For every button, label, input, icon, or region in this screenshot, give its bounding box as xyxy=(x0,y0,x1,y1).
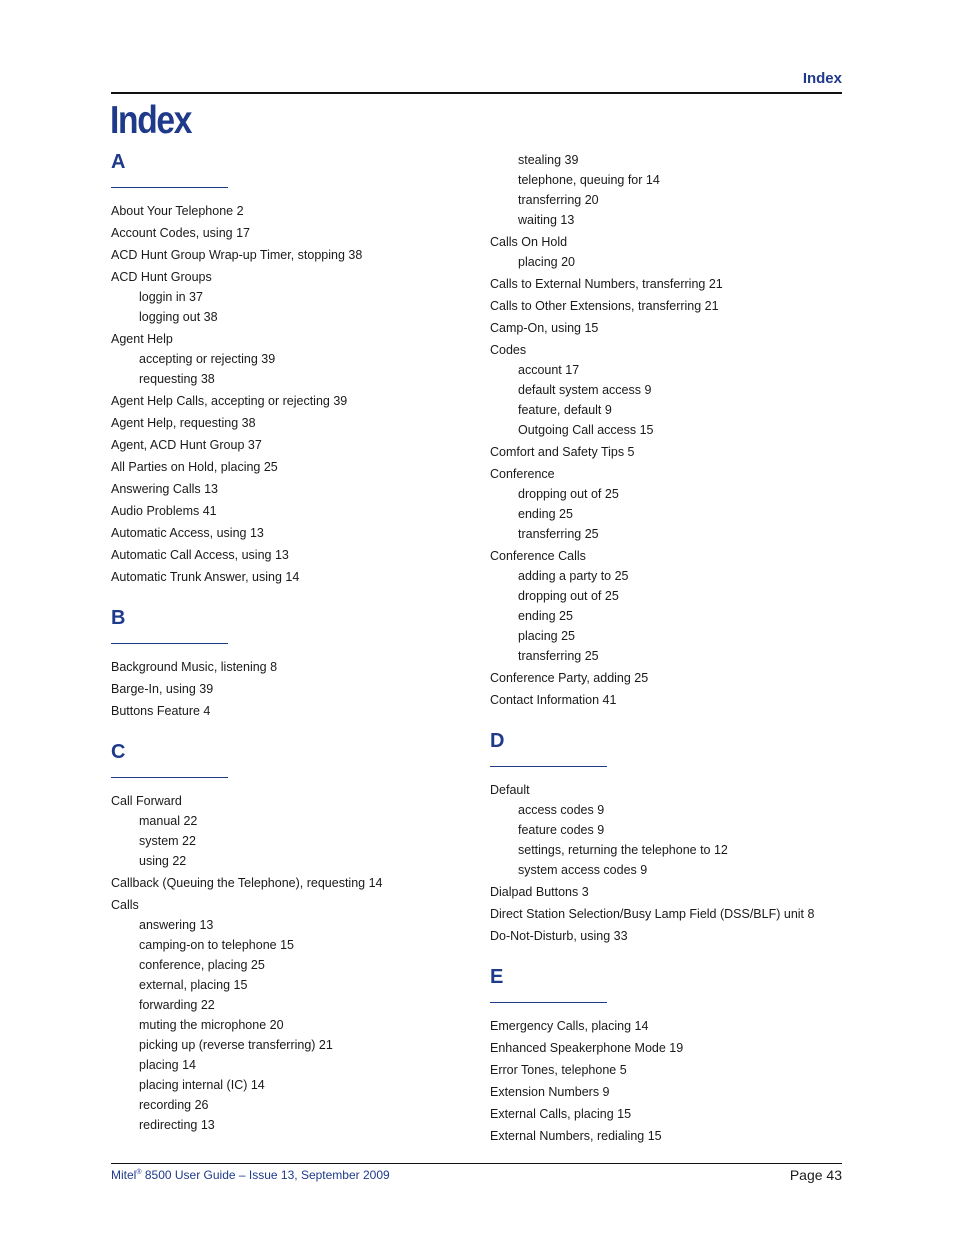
index-subentry: account 17 xyxy=(518,363,580,377)
index-entry: Enhanced Speakerphone Mode 19 xyxy=(490,1041,684,1055)
index-subentry: transferring 20 xyxy=(518,193,599,207)
index-subentry: redirecting 13 xyxy=(139,1118,215,1132)
index-subentry: ending 25 xyxy=(518,507,573,521)
index-entry: Agent, ACD Hunt Group 37 xyxy=(111,438,262,452)
index-entry: Account Codes, using 17 xyxy=(111,226,250,240)
index-subentry: transferring 25 xyxy=(518,649,599,663)
index-entry: Calls On Hold xyxy=(490,235,568,249)
footer-rule xyxy=(111,1163,842,1164)
index-entry: ACD Hunt Group Wrap-up Timer, stopping 38 xyxy=(111,248,363,262)
index-subentry: stealing 39 xyxy=(518,153,579,167)
section-rule xyxy=(111,777,228,778)
index-entry: Automatic Access, using 13 xyxy=(111,526,264,540)
index-entry: Agent Help xyxy=(111,332,173,346)
index-entry: Direct Station Selection/Busy Lamp Field (DSS/BLF) unit 8 xyxy=(490,907,815,921)
index-subentry: Outgoing Call access 15 xyxy=(518,423,654,437)
index-subentry: picking up (reverse transferring) 21 xyxy=(139,1038,333,1052)
index-subentry: recording 26 xyxy=(139,1098,209,1112)
index-entry: Agent Help Calls, accepting or rejecting 39 xyxy=(111,394,348,408)
index-subentry: waiting 13 xyxy=(518,213,575,227)
index-entry: Calls to External Numbers, transferring 21 xyxy=(490,277,723,291)
index-entry: Do-Not-Disturb, using 33 xyxy=(490,929,628,943)
index-entry: Calls to Other Extensions, transferring 21 xyxy=(490,299,719,313)
index-entry: Callback (Queuing the Telephone), requesting 14 xyxy=(111,876,383,890)
index-subentry: accepting or rejecting 39 xyxy=(139,352,276,366)
running-head: Index xyxy=(802,70,842,87)
index-subentry: manual 22 xyxy=(139,814,198,828)
index-entry: Automatic Trunk Answer, using 14 xyxy=(111,570,300,584)
index-subentry: feature codes 9 xyxy=(518,823,605,837)
section-rule xyxy=(111,187,228,188)
index-subentry: camping-on to telephone 15 xyxy=(139,938,294,952)
index-subentry: conference, placing 25 xyxy=(139,958,265,972)
index-entry: Agent Help, requesting 38 xyxy=(111,416,256,430)
index-entry: Buttons Feature 4 xyxy=(111,704,211,718)
index-entry: Error Tones, telephone 5 xyxy=(490,1063,627,1077)
index-subentry: transferring 25 xyxy=(518,527,599,541)
index-subentry: dropping out of 25 xyxy=(518,589,619,603)
index-entry: All Parties on Hold, placing 25 xyxy=(111,460,278,474)
index-subentry: external, placing 15 xyxy=(139,978,248,992)
index-entry: Comfort and Safety Tips 5 xyxy=(490,445,635,459)
registered-mark: ® xyxy=(136,1169,142,1176)
header-rule xyxy=(111,92,842,94)
index-subentry: default system access 9 xyxy=(518,383,652,397)
index-entry: ACD Hunt Groups xyxy=(111,270,212,284)
index-subentry: answering 13 xyxy=(139,918,214,932)
index-entry: Conference Party, adding 25 xyxy=(490,671,649,685)
index-entry: External Numbers, redialing 15 xyxy=(490,1129,662,1143)
index-entry: Extension Numbers 9 xyxy=(490,1085,610,1099)
index-subentry: placing 20 xyxy=(518,255,575,269)
index-subentry: settings, returning the telephone to 12 xyxy=(518,843,728,857)
index-entry: Conference Calls xyxy=(490,549,586,563)
footer-guide-text: 8500 User Guide – Issue 13, September 2009 xyxy=(141,1168,390,1182)
index-entry: Automatic Call Access, using 13 xyxy=(111,548,289,562)
index-entry: About Your Telephone 2 xyxy=(111,204,244,218)
index-entry: Conference xyxy=(490,467,555,481)
index-entry: Default xyxy=(490,783,530,797)
index-entry: Dialpad Buttons 3 xyxy=(490,885,589,899)
index-subentry: adding a party to 25 xyxy=(518,569,629,583)
index-subentry: loggin in 37 xyxy=(139,290,203,304)
index-entry: Call Forward xyxy=(111,794,182,808)
footer-guide-title xyxy=(111,1168,390,1182)
index-subentry: placing 25 xyxy=(518,629,575,643)
section-rule xyxy=(111,643,228,644)
index-subentry: logging out 38 xyxy=(139,310,218,324)
index-entry: Codes xyxy=(490,343,527,357)
index-subentry: muting the microphone 20 xyxy=(139,1018,284,1032)
footer-brand: Mitel xyxy=(111,1168,137,1182)
index-entry: Contact Information 41 xyxy=(490,693,617,707)
index-entry: Background Music, listening 8 xyxy=(111,660,278,674)
section-letter-e: E xyxy=(490,966,504,988)
page-title: Index xyxy=(110,99,192,142)
index-entry: Camp-On, using 15 xyxy=(490,321,599,335)
index-subentry: requesting 38 xyxy=(139,372,215,386)
index-subentry: placing 14 xyxy=(139,1058,196,1072)
section-letter-a: A xyxy=(111,151,126,173)
index-subentry: placing internal (IC) 14 xyxy=(139,1078,265,1092)
section-letter-c: C xyxy=(111,741,126,763)
index-subentry: system 22 xyxy=(139,834,196,848)
section-rule xyxy=(490,1002,607,1003)
page-number: Page 43 xyxy=(789,1167,842,1183)
index-subentry: telephone, queuing for 14 xyxy=(518,173,660,187)
index-subentry: feature, default 9 xyxy=(518,403,612,417)
index-subentry: dropping out of 25 xyxy=(518,487,619,501)
index-subentry: using 22 xyxy=(139,854,187,868)
index-entry: Answering Calls 13 xyxy=(111,482,218,496)
index-subentry: access codes 9 xyxy=(518,803,605,817)
section-letter-d: D xyxy=(490,730,505,752)
section-letter-b: B xyxy=(111,607,126,629)
index-entry: Emergency Calls, placing 14 xyxy=(490,1019,649,1033)
index-entry: Calls xyxy=(111,898,139,912)
index-entry: External Calls, placing 15 xyxy=(490,1107,632,1121)
section-rule xyxy=(490,766,607,767)
index-subentry: forwarding 22 xyxy=(139,998,215,1012)
index-subentry: ending 25 xyxy=(518,609,573,623)
index-subentry: system access codes 9 xyxy=(518,863,648,877)
index-entry: Barge-In, using 39 xyxy=(111,682,214,696)
index-entry: Audio Problems 41 xyxy=(111,504,217,518)
